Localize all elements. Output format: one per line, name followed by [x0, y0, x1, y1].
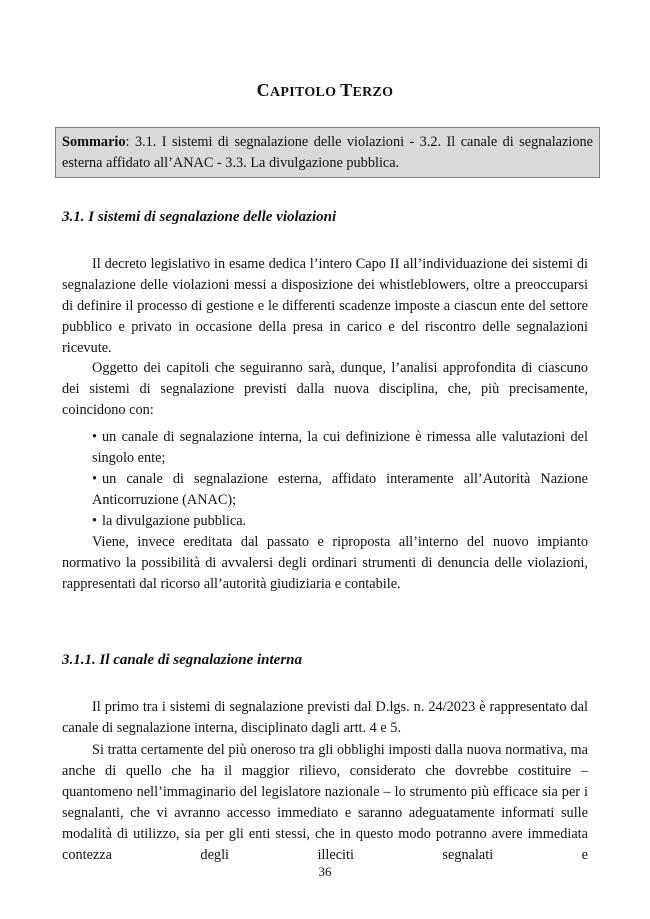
- chapter-title-rest-1: APITOLO: [269, 85, 341, 100]
- list-item: [92, 511, 588, 532]
- paragraph: Si tratta certamente del più oneroso tra gli obblighi imposti dalla nuova normativa, ma anche di quello che ha il maggior rilievo, considerato che dovrebbe costituire – quantomeno nell’immaginario del legislatore nazionale – lo strumento più efficace sia per i segnalanti, che vi avranno accesso immediato e saranno adeguatamente informati sulle modalità di utilizzo, sia per gli enti stessi, che in questo modo potranno avere immediata contezza degli illeciti segnalati e: [62, 742, 588, 863]
- chapter-title-initial-2: T: [340, 80, 353, 100]
- list-item-text: un canale di segnalazione esterna, affidato interamente all’Autorità Nazione Anticorruzione (ANAC);: [92, 471, 588, 508]
- paragraph: Viene, invece ereditata dal passato e riproposta all’interno del nuovo impianto normativo la possibilità di avvalersi degli ordinari strumenti di denuncia delle violazioni, rappresentati dal ricorso all’autorità giudiziaria e contabile.: [62, 534, 588, 592]
- list-item: [92, 427, 588, 469]
- summary-label: Sommario: [62, 134, 126, 150]
- bullet-icon: •: [92, 429, 98, 445]
- bullet-list: [92, 427, 588, 532]
- bullet-icon: •: [92, 471, 98, 487]
- paragraph: Il decreto legislativo in esame dedica l’intero Capo II all’individuazione dei sistemi di segnalazione delle violazioni messi a disposizione dei whistleblowers, oltre a preoccuparsi di definire il processo di gestione e le differenti scadenze imposte a ciascun ente del settore pubblico e privato in occasione della presa in carico e del riscontro delle segnalazioni ricevute.: [62, 256, 588, 356]
- section-heading-3-1-1: 3.1.1. Il canale di segnalazione interna: [62, 652, 303, 668]
- summary-box: [55, 127, 600, 178]
- chapter-title-initial-1: C: [256, 80, 270, 100]
- list-item-text: la divulgazione pubblica.: [102, 513, 247, 529]
- bullet-icon: •: [92, 513, 98, 529]
- list-item: [92, 469, 588, 511]
- chapter-title: [0, 80, 650, 101]
- summary-text: : 3.1. I sistemi di segnalazione delle violazioni - 3.2. Il canale di segnalazione esterna affidato all’ANAC - 3.3. La divulgazione pubblica.: [62, 134, 593, 171]
- list-item-text: un canale di segnalazione interna, la cui definizione è rimessa alle valutazioni del singolo ente;: [92, 429, 588, 466]
- chapter-title-rest-2: ERZO: [352, 85, 394, 100]
- paragraph: Il primo tra i sistemi di segnalazione previsti dal D.lgs. n. 24/2023 è rappresentato dal canale di segnalazione interna, disciplinato dagli artt. 4 e 5.: [62, 699, 588, 736]
- paragraph: Oggetto dei capitoli che seguiranno sarà, dunque, l’analisi approfondita di ciascuno dei sistemi di segnalazione previsti dalla nuova disciplina, che, più precisamente, coincidono con:: [62, 360, 588, 418]
- page-number: 36: [318, 864, 332, 879]
- section-heading-3-1: 3.1. I sistemi di segnalazione delle violazioni: [62, 209, 337, 225]
